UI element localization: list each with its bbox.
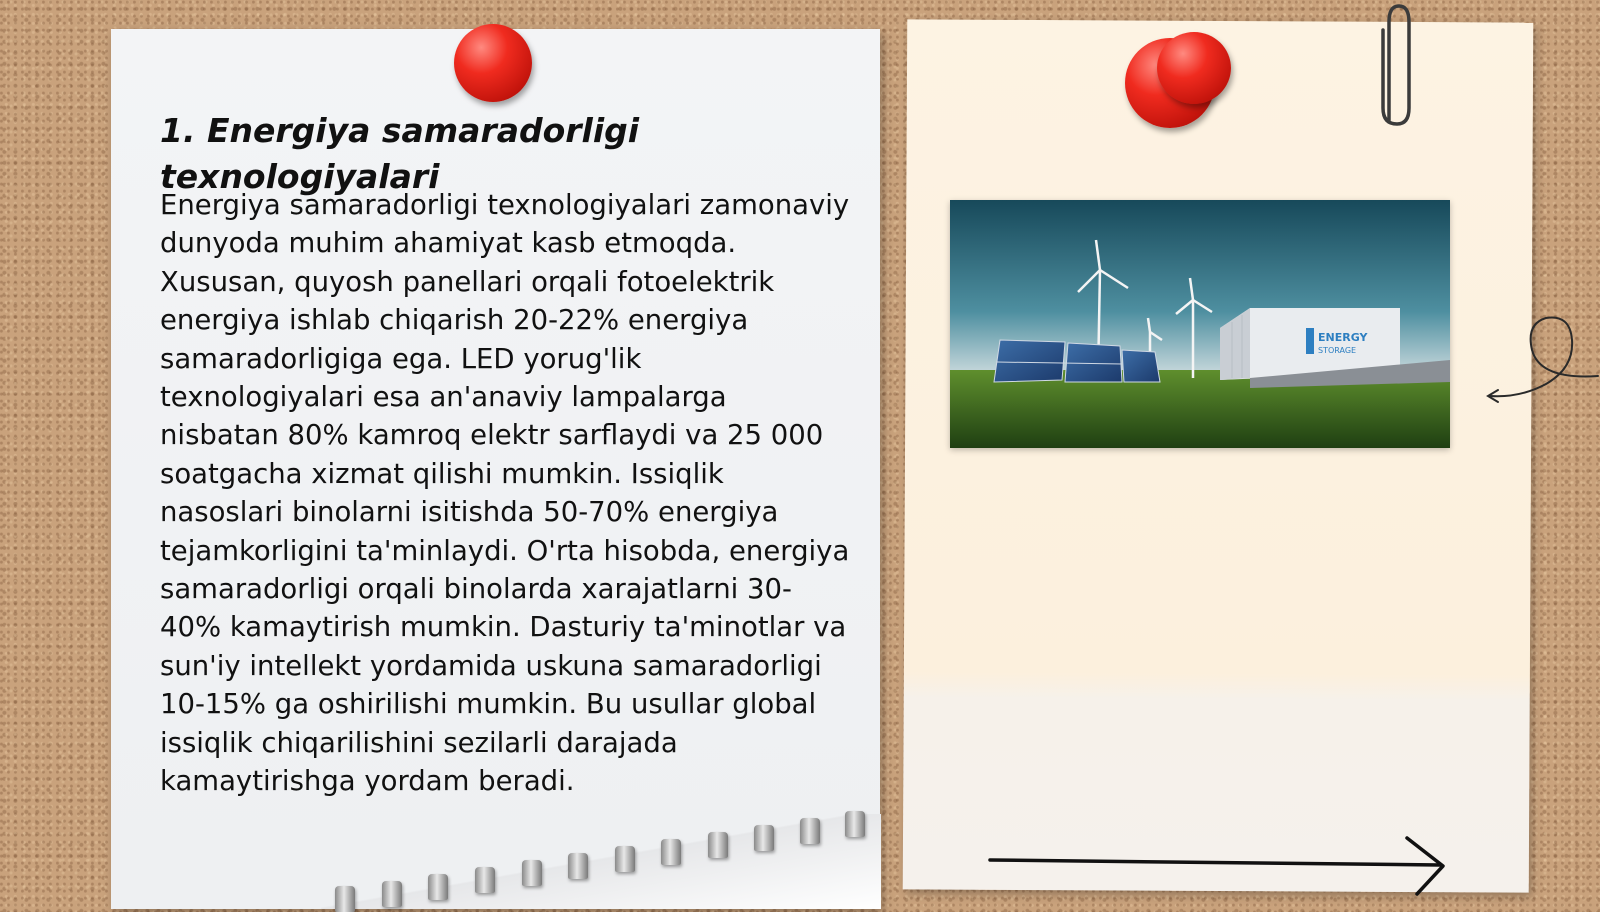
notebook-ring [382, 881, 402, 907]
notebook-ring [335, 886, 355, 912]
push-pin-icon [454, 24, 532, 102]
energy-storage-photo [950, 200, 1450, 448]
notebook-ring [615, 846, 635, 872]
notebook-ring [568, 853, 588, 879]
right-arrow-icon [985, 830, 1455, 900]
slide-body-text: Energiya samaradorligi texnologiyalari zamonaviy dunyoda muhim ahamiyat kasb etmoqda. Xususan, quyosh panellari orqali fotoelektrik energiya ishlab chiqarish 20-22% energiya samaradorligiga ega. LED yorug'lik texnologiyalari esa an'anaviy lampalarga nisbatan 80% kamroq elektr sarflaydi va 25 000 soatgacha xizmat qilishi mumkin. Issiqlik nasoslari binolarni isitishda 50-70% energiya tejamkorligini ta'minlaydi. O'rta hisobda, energiya samaradorligi orqali binolarda xarajatlarni 30-40% kamaytirish mumkin. Dasturiy ta'minotlar va sun'iy intellekt yordamida uskuna samaradorligi 10-15% ga oshirilishi mumkin. Bu usullar global issiqlik chiqarilishini sezilarli darajada kamaytirishga yordam beradi. [160, 189, 850, 798]
photo-label-storage: STORAGE [1318, 346, 1357, 355]
curled-arrow-icon [1480, 310, 1600, 410]
photo-label-energy: ENERGY [1318, 331, 1368, 344]
notebook-ring [428, 874, 448, 900]
photo-illustration [950, 200, 1450, 448]
paper-clip-icon [1375, 0, 1415, 130]
notebook-ring [845, 811, 865, 837]
notebook-ring [522, 860, 542, 886]
slide-heading: 1. Energiya samaradorligi texnologiyalari [160, 111, 640, 196]
notebook-ring [708, 832, 728, 858]
notebook-ring [800, 818, 820, 844]
right-note-paper [903, 19, 1534, 892]
notebook-ring [661, 839, 681, 865]
push-pin-icon [1157, 32, 1231, 104]
notebook-ring [754, 825, 774, 851]
notebook-ring [475, 867, 495, 893]
torn-paper-edge [321, 814, 881, 909]
